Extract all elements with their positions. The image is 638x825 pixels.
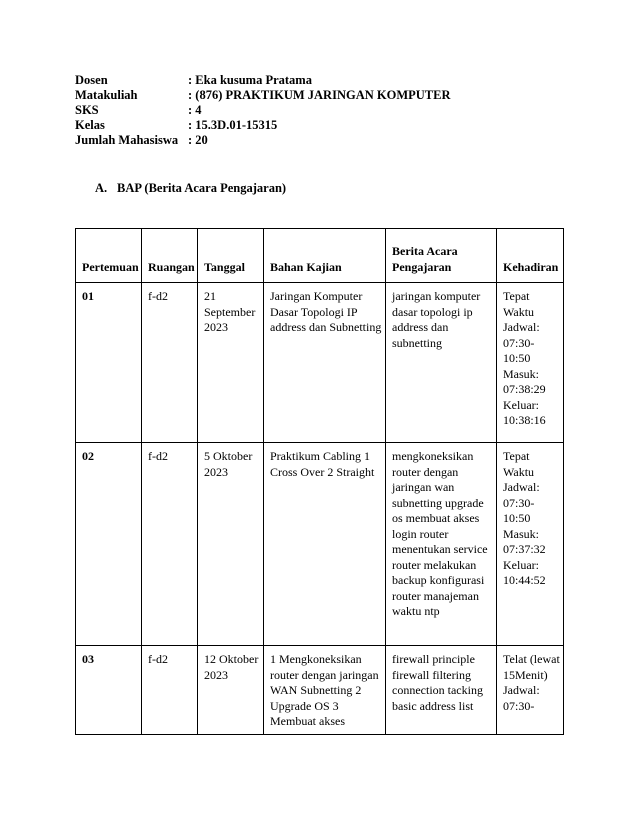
cell-bahan-kajian: Praktikum Cabling 1 Cross Over 2 Straight [264,443,386,646]
info-label: Dosen [75,73,108,87]
cell-pertemuan: 03 [76,646,142,735]
col-header-berita-acara [386,229,497,283]
cell-kehadiran: Tepat Waktu Jadwal: 07:30-10:50 Masuk: 07:37:32 Keluar: 10:44:52 [497,443,564,646]
info-row-sks [75,103,450,118]
info-row-matakuliah [75,88,450,103]
section-number: A. [95,181,108,195]
bap-table [75,228,564,735]
info-value: : 20 [188,133,208,147]
info-value: : 15.3D.01-15315 [188,118,278,132]
col-header-kehadiran: Kehadiran [497,229,564,283]
cell-kehadiran: Telat (lewat 15Menit) Jadwal: 07:30- [497,646,564,735]
cell-bahan-kajian: 1 Mengkoneksikan router dengan jaringan WAN Subnetting 2 Upgrade OS 3 Membuat akses [264,646,386,735]
info-value: : Eka kusuma Pratama [188,73,312,87]
section-heading [95,181,286,196]
info-label: Matakuliah [75,88,138,102]
info-value: : (876) PRAKTIKUM JARINGAN KOMPUTER [188,88,451,102]
course-info [75,73,450,148]
cell-berita-acara: firewall principle firewall filtering connection tacking basic address list [386,646,497,735]
cell-ruangan: f-d2 [142,646,198,735]
cell-tanggal: 21 September 2023 [198,283,264,443]
cell-bahan-kajian: Jaringan Komputer Dasar Topologi IP address dan Subnetting [264,283,386,443]
cell-pertemuan: 01 [76,283,142,443]
info-value: : 4 [188,103,202,117]
info-row-jumlah-mahasiswa [75,133,450,148]
table-header-row [76,229,564,283]
cell-ruangan: f-d2 [142,443,198,646]
info-row-kelas [75,118,450,133]
cell-berita-acara: mengkoneksikan router dengan jaringan wan subnetting upgrade os membuat akses login router menentukan service router melakukan backup konfigurasi router manajeman waktu ntp [386,443,497,646]
cell-tanggal: 5 Oktober 2023 [198,443,264,646]
info-label: SKS [75,103,99,117]
cell-berita-acara: jaringan komputer dasar topologi ip address dan subnetting [386,283,497,443]
info-label: Jumlah Mahasiswa [75,133,179,147]
col-header-bahan-kajian: Bahan Kajian [264,229,386,283]
cell-pertemuan: 02 [76,443,142,646]
cell-ruangan: f-d2 [142,283,198,443]
cell-kehadiran: Tepat Waktu Jadwal: 07:30-10:50 Masuk: 07:38:29 Keluar: 10:38:16 [497,283,564,443]
col-header-berita-line2: Pengajaran [392,259,452,274]
info-label: Kelas [75,118,105,132]
col-header-pertemuan: Pertemuan [76,229,142,283]
section-title-text: BAP (Berita Acara Pengajaran) [117,181,287,195]
cell-tanggal: 12 Oktober 2023 [198,646,264,735]
table-row [76,283,564,443]
table-row [76,443,564,646]
info-row-dosen [75,73,450,88]
table-row [76,646,564,735]
col-header-tanggal: Tanggal [198,229,264,283]
col-header-ruangan: Ruangan [142,229,198,283]
col-header-berita-line1: Berita Acara [392,244,458,258]
